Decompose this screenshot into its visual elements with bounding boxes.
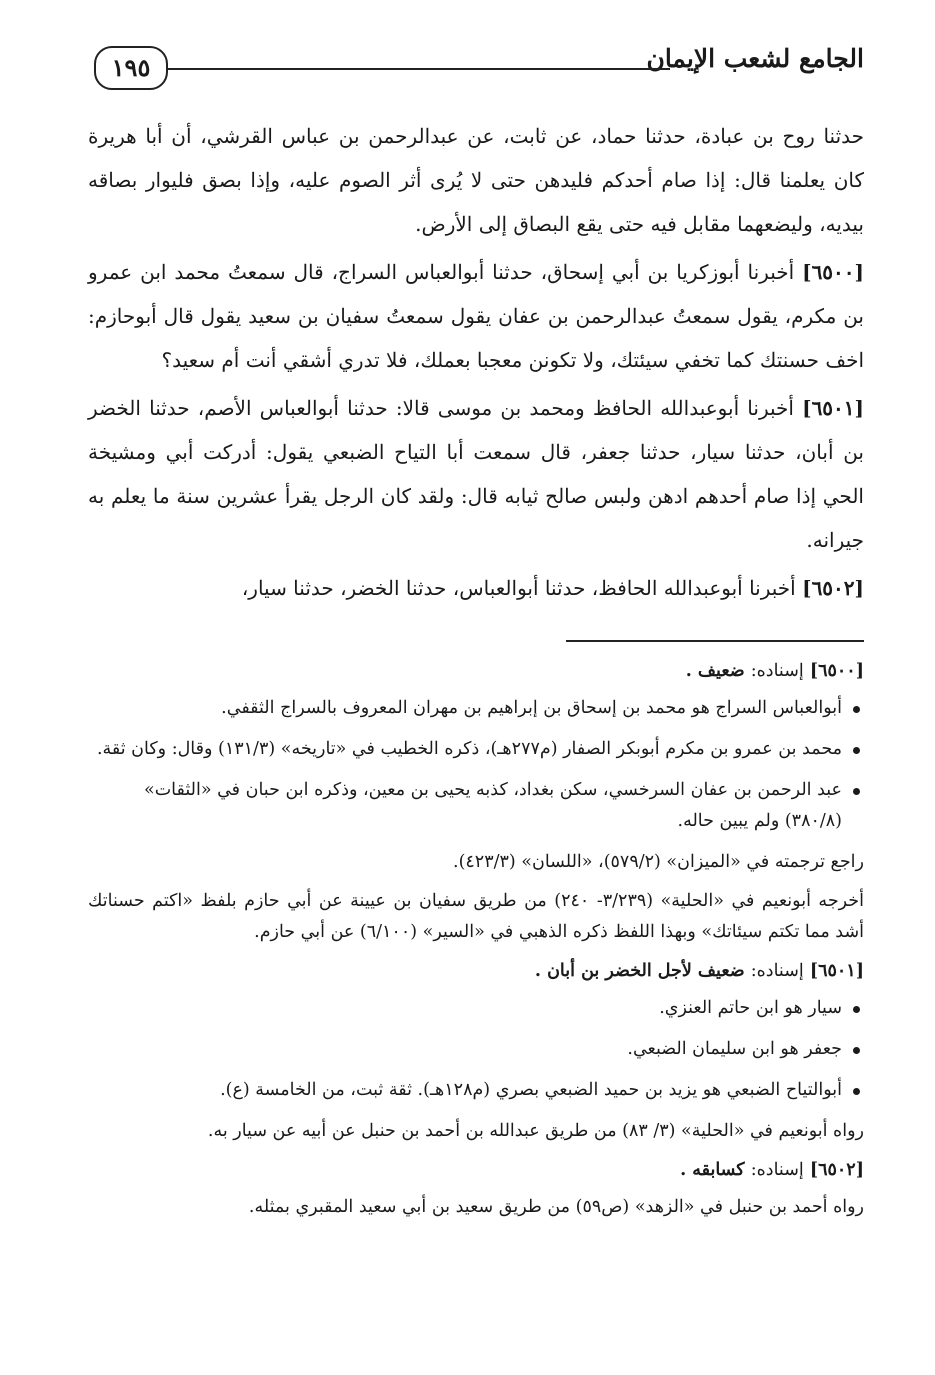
bullet-icon [853,747,860,754]
list-item [88,734,842,765]
bullet-icon [853,1006,860,1013]
note-number: [٦٥٠٢] [809,1160,864,1180]
note-bullets-6500 [88,693,864,837]
note-label: إسناده: [750,661,804,681]
hadith-6501 [88,386,864,562]
bullet-icon [853,706,860,713]
hadith-number: [٦٥٠٠] [802,260,864,284]
page-number: ١٩٥ [94,46,168,90]
list-item-text: أبوالتياح الضبعي هو يزيد بن حميد الضبعي بصري (م١٢٨هـ). ثقة ثبت، من الخامسة (ع). [220,1080,842,1100]
list-item [88,775,842,837]
bullet-icon [853,1047,860,1054]
footnote-divider [566,640,864,642]
list-item-text: محمد بن عمرو بن مكرم أبوبكر الصفار (م٢٧٧هـ)، ذكره الخطيب في «تاريخه» (١٣١/٣) وقال: وكان ثقة. [96,739,842,759]
hadith-6500 [88,250,864,382]
book-page [88,30,864,1350]
list-item-text: عبد الرحمن بن عفان السرخسي، سكن بغداد، كذبه يحيى بن معين، وذكره ابن حبان في «الثقات» (٣٨٠/٨) ولم يبين حاله. [143,780,842,831]
paragraph-continuation [88,114,864,246]
hadith-6502 [88,566,864,610]
list-item-text: أبوالعباس السراج هو محمد بن إسحاق بن إبراهيم بن مهران المعروف بالسراج الثقفي. [221,698,842,718]
note-takhrij: رواه أحمد بن حنبل في «الزهد» (ص٥٩) من طريق سعيد بن أبي سعيد المقبري بمثله. [248,1197,864,1217]
hadith-number: [٦٥٠١] [802,396,864,420]
note-number: [٦٥٠٠] [809,661,864,681]
note-references: راجع ترجمته في «الميزان» (٥٧٩/٢)، «اللسان» (٤٢٣/٣). [453,852,864,872]
list-item [88,1075,842,1106]
paragraph-text: أخبرنا أبوعبدالله الحافظ ومحمد بن موسى قالا: حدثنا أبوالعباس الأصم، حدثنا الخضر بن أبان، حدثنا سيار، حدثنا جعفر، قال سمعت أبا التياح الضبعي يقول: أدركت أبي ومشيخة الحي إذا صام أحدهم ادهن ولبس صالح ثيابه قال: ولقد كان الرجل يقرأ عشرين سنة ما يعلم به جيرانه. [88,396,864,552]
header-rule [166,68,670,70]
paragraph-text: أخبرنا أبوعبدالله الحافظ، حدثنا أبوالعباس، حدثنا الخضر، حدثنا سيار، [241,576,796,600]
bullet-icon [853,1088,860,1095]
note-heading-6501 [88,956,864,987]
paragraph-text: أخبرنا أبوزكريا بن أبي إسحاق، حدثنا أبوالعباس السراج، قال سمعتُ محمد ابن عمرو بن مكرم، يقول سمعتُ عبدالرحمن بن عفان يقول سمعتُ سفيان بن سعيد يقول قال أبوحازم: اخف حسنتك كما تخفي سيئتك، ولا تكونن معجبا بعملك، فلا تدري أشقي أنت أم سعيد؟ [88,260,864,372]
note-bullets-6501 [88,993,864,1106]
footnotes [88,656,864,1223]
note-label: إسناده: [750,1160,804,1180]
note-heading-6500 [88,656,864,687]
note-label: إسناده: [750,961,804,981]
note-heading-6502 [88,1155,864,1186]
note-grade: ضعيف لأجل الخضر بن أبان . [534,961,745,981]
running-title: الجامع لشعب الإيمان [646,44,864,73]
paragraph-text: حدثنا روح بن عبادة، حدثنا حماد، عن ثابت، عن عبدالرحمن بن عباس القرشي، أن أبا هريرة كان يعلمنا قال: إذا صام أحدكم فليدهن حتى لا يُرى أثر الصوم عليه، وإذا بصق فليوار بصاقه بيديه، وليضعهما مقابل فيه حتى يقع البصاق إلى الأرض. [88,124,864,236]
main-text [88,114,864,610]
list-item-text: سيار هو ابن حاتم العنزي. [659,998,842,1018]
bullet-icon [853,788,860,795]
note-takhrij: رواه أبونعيم في «الحلية» (٣/ ٨٣) من طريق عبدالله بن أحمد بن حنبل عن أبيه عن سيار به. [207,1121,864,1141]
note-number: [٦٥٠١] [809,961,864,981]
page-header [88,30,864,84]
list-item-text: جعفر هو ابن سليمان الضبعي. [627,1039,842,1059]
note-takhrij: أخرجه أبونعيم في «الحلية» (٣/٢٣٩- ٢٤٠) من طريق سفيان بن عيينة عن أبي حازم بلفظ «اكتم حسناتك أشد مما تكتم سيئاتك» وبهذا اللفظ ذكره الذهبي في «السير» (٦/١٠٠) عن أبي حازم. [88,891,864,942]
list-item [88,1034,842,1065]
list-item [88,693,842,724]
hadith-number: [٦٥٠٢] [802,576,864,600]
list-item [88,993,842,1024]
note-grade: كسابقه . [680,1160,745,1180]
note-grade: ضعيف . [685,661,745,681]
